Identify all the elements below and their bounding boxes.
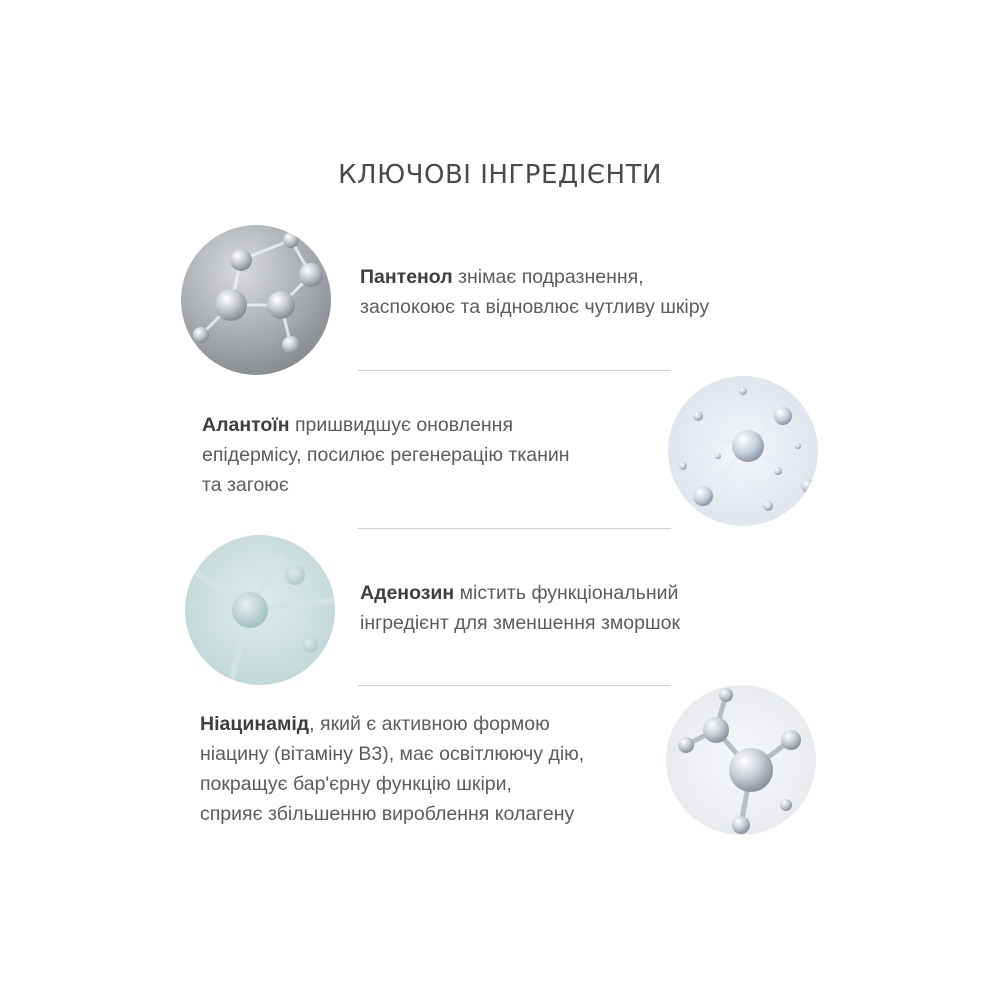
ingredient-desc-line: знімає подразнення, — [452, 266, 644, 288]
ingredient-desc-line: інгредієнт для зменшення зморшок — [360, 612, 681, 634]
ingredient-text-adenosine — [360, 578, 800, 638]
divider — [358, 685, 671, 686]
ingredient-name: Алантоїн — [202, 414, 290, 436]
molecule-drops-icon — [668, 376, 818, 526]
ingredient-text-panthenol — [360, 262, 800, 322]
ingredient-desc-line: пришвидшує оновлення — [289, 414, 514, 436]
ingredient-desc-line: епідермісу, посилює регенерацію тканин — [202, 444, 570, 466]
ingredient-text-allantoin — [202, 410, 662, 500]
ingredient-desc-line: , який є активною формою — [309, 713, 550, 735]
ingredient-name: Ніацинамід — [200, 713, 310, 735]
molecule-mint-icon — [185, 535, 335, 685]
molecule-silver-icon — [666, 685, 816, 835]
molecule-gray-icon — [181, 225, 331, 375]
divider — [358, 528, 671, 529]
ingredient-desc-line: та загоює — [202, 474, 289, 496]
ingredient-name: Пантенол — [360, 266, 453, 288]
ingredient-desc-line: містить функціональний — [454, 582, 679, 604]
ingredient-desc-line: покращує бар'єрну функцію шкіри, — [200, 773, 512, 795]
page-title: КЛЮЧОВІ ІНГРЕДІЄНТИ — [338, 160, 662, 190]
divider — [358, 370, 671, 371]
ingredient-text-niacinamide — [200, 709, 670, 829]
ingredient-desc-line: ніацину (вітаміну B3), має освітлюючу дію, — [200, 743, 585, 765]
ingredient-name: Аденозин — [360, 582, 455, 604]
ingredient-desc-line: заспокоює та відновлює чутливу шкіру — [360, 296, 710, 318]
ingredient-desc-line: сприяє збільшенню вироблення колагену — [200, 803, 575, 825]
